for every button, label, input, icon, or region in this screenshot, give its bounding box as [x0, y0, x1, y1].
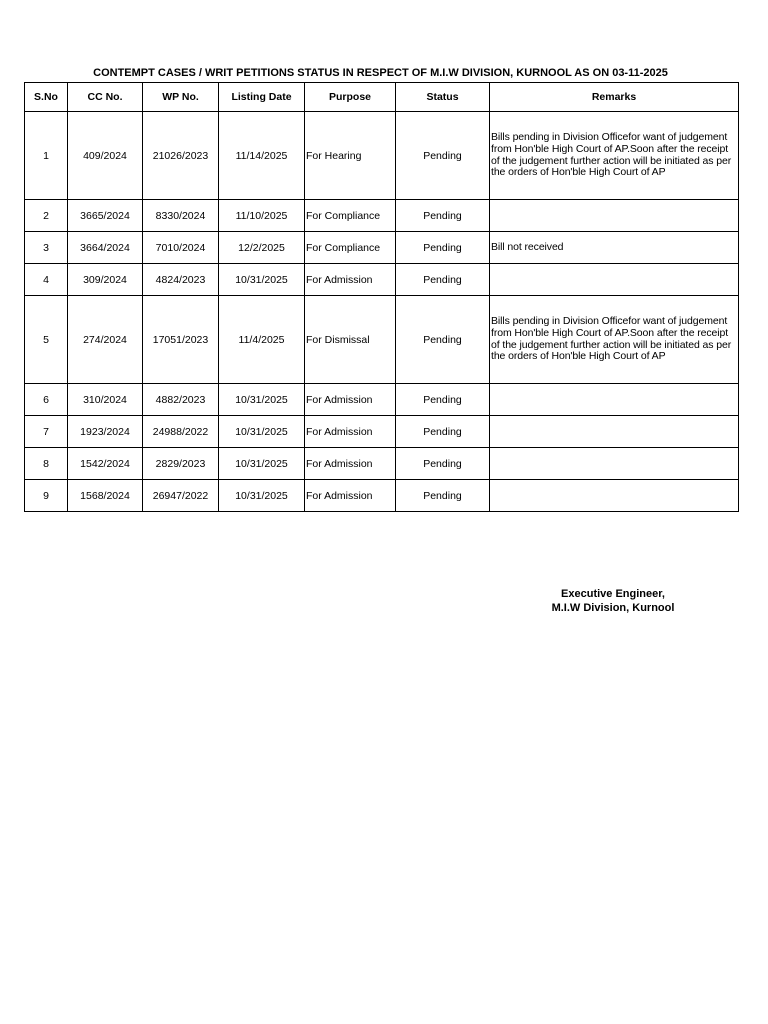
table-row [25, 112, 739, 200]
cell-status: Pending [396, 200, 490, 232]
cell-remarks: Bills pending in Division Officefor want of judgement from Hon'ble High Court of AP.Soon after the receipt of the judgement further action will be initiated as per the orders of Hon'ble High Court of AP [490, 112, 739, 200]
signature-designation: Executive Engineer, [561, 588, 665, 600]
cell-remarks [490, 200, 739, 232]
cell-wp-no: 17051/2023 [143, 296, 219, 384]
cell-status: Pending [396, 264, 490, 296]
cell-status: Pending [396, 448, 490, 480]
cell-status: Pending [396, 416, 490, 448]
cell-wp-no: 2829/2023 [143, 448, 219, 480]
cell-status: Pending [396, 384, 490, 416]
cell-remarks [490, 416, 739, 448]
cell-cc-no: 409/2024 [68, 112, 143, 200]
cell-sno: 2 [25, 200, 68, 232]
cell-remarks: Bills pending in Division Officefor want of judgement from Hon'ble High Court of AP.Soon after the receipt of the judgement further action will be initiated as per the orders of Hon'ble High Court of AP [490, 296, 739, 384]
cell-sno: 8 [25, 448, 68, 480]
cell-status: Pending [396, 112, 490, 200]
cell-purpose: For Compliance [305, 232, 396, 264]
cell-purpose: For Compliance [305, 200, 396, 232]
header-cc-no: CC No. [68, 83, 143, 112]
cell-cc-no: 309/2024 [68, 264, 143, 296]
cell-listing-date: 10/31/2025 [219, 264, 305, 296]
cell-cc-no: 1568/2024 [68, 480, 143, 512]
cell-purpose: For Dismissal [305, 296, 396, 384]
table-header-row [25, 83, 739, 112]
cell-sno: 4 [25, 264, 68, 296]
cell-listing-date: 11/4/2025 [219, 296, 305, 384]
cell-cc-no: 274/2024 [68, 296, 143, 384]
cell-sno: 5 [25, 296, 68, 384]
cell-wp-no: 26947/2022 [143, 480, 219, 512]
cell-purpose: For Admission [305, 416, 396, 448]
cell-remarks [490, 384, 739, 416]
cell-cc-no: 1542/2024 [68, 448, 143, 480]
cell-sno: 9 [25, 480, 68, 512]
cell-wp-no: 24988/2022 [143, 416, 219, 448]
table-row [25, 416, 739, 448]
cell-cc-no: 3665/2024 [68, 200, 143, 232]
signature-office: M.I.W Division, Kurnool [551, 602, 675, 614]
cell-remarks [490, 480, 739, 512]
case-status-table [24, 82, 739, 512]
table-row [25, 296, 739, 384]
cell-wp-no: 7010/2024 [143, 232, 219, 264]
cell-listing-date: 11/14/2025 [219, 112, 305, 200]
cell-status: Pending [396, 232, 490, 264]
cell-purpose: For Admission [305, 384, 396, 416]
cell-sno: 7 [25, 416, 68, 448]
table-row [25, 448, 739, 480]
header-sno: S.No [25, 83, 68, 112]
cell-listing-date: 11/10/2025 [219, 200, 305, 232]
table-row [25, 480, 739, 512]
cell-cc-no: 1923/2024 [68, 416, 143, 448]
cell-remarks: Bill not received [490, 232, 739, 264]
cell-purpose: For Admission [305, 264, 396, 296]
cell-purpose: For Hearing [305, 112, 396, 200]
cell-wp-no: 21026/2023 [143, 112, 219, 200]
cell-purpose: For Admission [305, 448, 396, 480]
table-row [25, 264, 739, 296]
cell-cc-no: 3664/2024 [68, 232, 143, 264]
cell-purpose: For Admission [305, 480, 396, 512]
signature-block [528, 587, 698, 615]
cell-sno: 1 [25, 112, 68, 200]
cell-listing-date: 10/31/2025 [219, 384, 305, 416]
cell-listing-date: 10/31/2025 [219, 480, 305, 512]
table-row [25, 232, 739, 264]
header-remarks: Remarks [490, 83, 739, 112]
cell-remarks [490, 448, 739, 480]
cell-remarks [490, 264, 739, 296]
cell-sno: 6 [25, 384, 68, 416]
cell-wp-no: 4882/2023 [143, 384, 219, 416]
cell-status: Pending [396, 296, 490, 384]
cell-listing-date: 12/2/2025 [219, 232, 305, 264]
header-wp-no: WP No. [143, 83, 219, 112]
cell-listing-date: 10/31/2025 [219, 448, 305, 480]
table-row [25, 384, 739, 416]
cell-sno: 3 [25, 232, 68, 264]
header-purpose: Purpose [305, 83, 396, 112]
table-row [25, 200, 739, 232]
cell-listing-date: 10/31/2025 [219, 416, 305, 448]
cell-cc-no: 310/2024 [68, 384, 143, 416]
header-status: Status [396, 83, 490, 112]
header-listing-date: Listing Date [219, 83, 305, 112]
cell-wp-no: 8330/2024 [143, 200, 219, 232]
cell-status: Pending [396, 480, 490, 512]
cell-wp-no: 4824/2023 [143, 264, 219, 296]
document-title: CONTEMPT CASES / WRIT PETITIONS STATUS IN RESPECT OF M.I.W DIVISION, KURNOOL AS ON 03-11-2025 [93, 67, 668, 79]
